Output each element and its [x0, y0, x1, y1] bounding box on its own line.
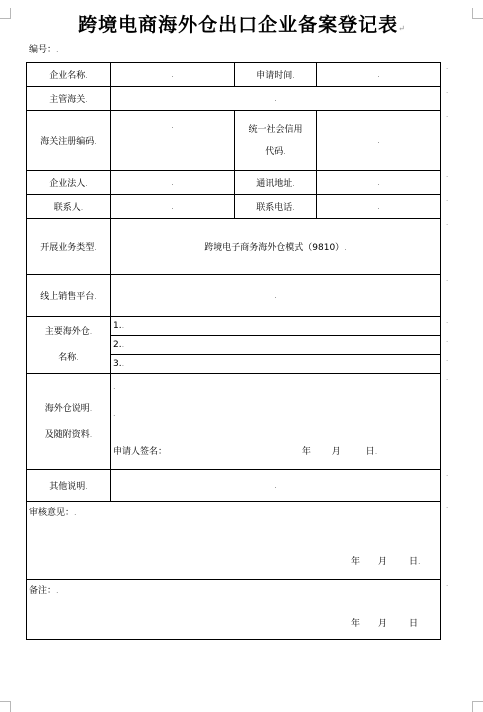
review-label: 审核意见： [29, 508, 75, 518]
review-date: 年 月 日. [351, 557, 421, 567]
value-other[interactable]: . [111, 470, 441, 502]
value-credit-code[interactable]: . [317, 111, 441, 171]
applicant-sign-line: 申请人签名： 年 月 日. [113, 444, 437, 457]
row-end-mark: . [446, 580, 449, 588]
remarks-cell[interactable]: 备注：. 年 月 日 [27, 580, 441, 640]
row-end-mark: . [446, 63, 449, 71]
row-end-mark: . [446, 317, 449, 325]
form-title: 跨境电商海外仓出口企业备案登记表↵ [78, 14, 405, 36]
label-apply-time: 申请时间. [235, 63, 317, 87]
label-platform: 线上销售平台. [27, 275, 111, 317]
applicant-sign-label: 申请人签名： [113, 447, 168, 457]
review-opinion-cell[interactable]: 审核意见：. 年 月 日. [27, 502, 441, 580]
label-address: 通讯地址. [235, 171, 317, 195]
row-end-mark: . [446, 502, 449, 510]
label-legal-person: 企业法人. [27, 171, 111, 195]
remarks-label: 备注： [29, 586, 57, 596]
label-company-name: 企业名称. [27, 63, 111, 87]
row-end-mark: . [446, 470, 449, 478]
value-business-type: 跨境电子商务海外仓模式（9810）. [111, 219, 441, 275]
serial-number-label: 编号：. [29, 45, 59, 55]
warehouse-item-2[interactable]: 2.. [111, 336, 441, 355]
label-business-type: 开展业务类型. [27, 219, 111, 275]
row-end-mark: . [446, 374, 449, 382]
row-end-mark: . [446, 87, 449, 95]
value-contact[interactable]: . [111, 195, 235, 219]
value-phone[interactable]: . [317, 195, 441, 219]
page-corner-mark [0, 701, 11, 712]
value-company-name[interactable]: . [111, 63, 235, 87]
row-end-mark: . [446, 111, 449, 119]
label-customs: 主管海关. [27, 87, 111, 111]
row-end-mark: . [446, 195, 449, 203]
label-other: 其他说明. [27, 470, 111, 502]
label-overseas-warehouse: 主要海外仓. 名称. [27, 317, 111, 374]
row-end-mark: . [446, 336, 449, 344]
row-end-mark: . [446, 275, 449, 283]
label-customs-code: 海关注册编码. [27, 111, 111, 171]
value-customs[interactable]: . [111, 87, 441, 111]
value-legal-person[interactable]: . [111, 171, 235, 195]
value-customs-code[interactable]: . [111, 111, 235, 171]
row-end-mark: . [446, 219, 449, 227]
value-apply-time[interactable]: . [317, 63, 441, 87]
value-address[interactable]: . [317, 171, 441, 195]
registration-table [26, 62, 441, 640]
row-end-mark: . [446, 171, 449, 179]
warehouse-item-1[interactable]: 1.. [111, 317, 441, 336]
value-warehouse-description[interactable]: . . 申请人签名： 年 月 日. [111, 374, 441, 470]
warehouse-item-3[interactable]: 3.. [111, 355, 441, 374]
label-credit-code: 统一社会信用 代码. [235, 111, 317, 171]
value-platform[interactable]: . [111, 275, 441, 317]
paragraph-mark: ↵ [398, 24, 405, 33]
label-contact: 联系人. [27, 195, 111, 219]
remarks-date: 年 月 日 [351, 619, 419, 629]
label-phone: 联系电话. [235, 195, 317, 219]
page-corner-mark [472, 701, 483, 712]
row-end-mark: . [446, 355, 449, 363]
label-warehouse-description: 海外仓说明. 及随附资料. [27, 374, 111, 470]
